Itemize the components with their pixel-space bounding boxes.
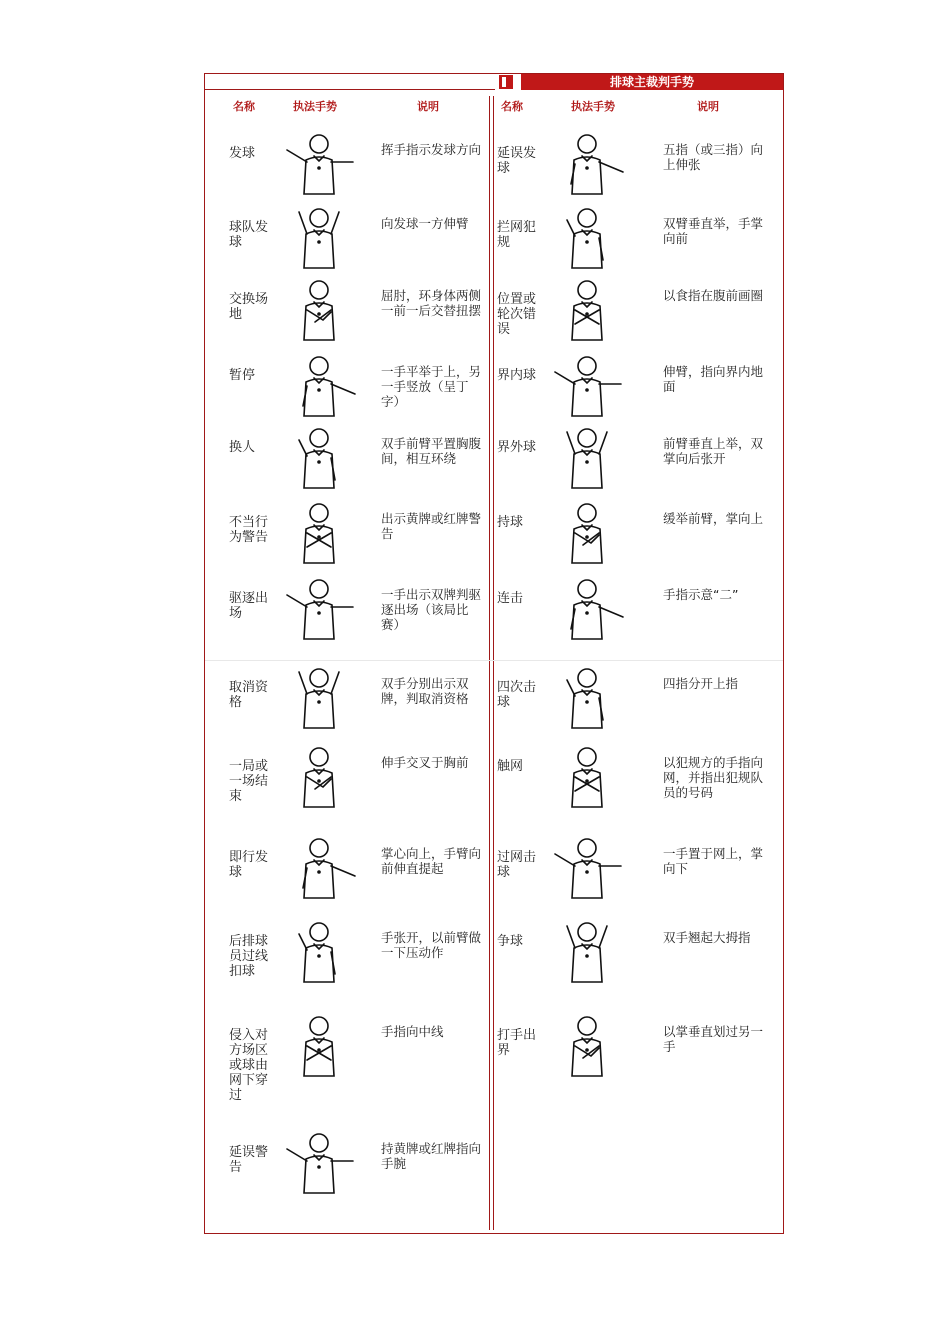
left-signal-name: 发球: [229, 146, 256, 161]
left-signal-name: 延误警告: [229, 1145, 269, 1175]
right-signal-description: 五指（或三指）向上伸张: [663, 142, 764, 172]
delay-serve-figure-icon: [547, 128, 627, 198]
page-title: 排球主裁判手势: [521, 74, 783, 90]
title-bar: [205, 74, 783, 90]
left-signal-name: 取消资格: [229, 680, 269, 710]
left-signal-name: 换人: [229, 440, 256, 455]
header-gesture-right: 执法手势: [571, 100, 615, 113]
expulsion-figure-icon: [279, 573, 359, 643]
left-signal-name: 不当行为警告: [229, 515, 269, 545]
serve-direction-figure-icon: [279, 128, 359, 198]
right-signal-name: 界内球: [497, 368, 537, 383]
substitution-figure-icon: [279, 422, 359, 492]
right-signal-name: 连击: [497, 591, 524, 606]
left-signal-name: 后排球员过线扣球: [229, 934, 269, 979]
header-name-left: 名称: [233, 100, 255, 113]
authorize-serve-figure-icon: [279, 832, 359, 902]
right-signal-name: 过网击球: [497, 850, 537, 880]
section-separator: [205, 660, 783, 661]
end-of-set-figure-icon: [279, 741, 359, 811]
left-signal-description: 出示黄牌或红牌警告: [381, 511, 482, 541]
column-divider: [493, 96, 494, 1230]
left-signal-name: 驱逐出场: [229, 591, 269, 621]
bookmark-icon: [499, 75, 513, 89]
column-divider: [489, 96, 490, 1230]
header-name-right: 名称: [501, 100, 523, 113]
left-signal-description: 双手分别出示双牌，判取消资格: [381, 676, 469, 706]
header-gesture-left: 执法手势: [293, 100, 337, 113]
header-desc-left: 说明: [417, 100, 439, 113]
right-signal-description: 以掌垂直划过另一手: [663, 1024, 764, 1054]
right-signal-name: 位置或轮次错误: [497, 292, 537, 337]
right-signal-description: 四指分开上指: [663, 676, 739, 691]
right-signal-name: 争球: [497, 934, 524, 949]
right-signal-name: 拦网犯规: [497, 220, 537, 250]
reaching-beyond-net-figure-icon: [547, 832, 627, 902]
catch-ball-figure-icon: [547, 497, 627, 567]
left-signal-description: 一手平举于上，另一手竖放（呈丁字）: [381, 364, 482, 409]
team-serve-figure-icon: [279, 202, 359, 272]
court-change-figure-icon: [279, 274, 359, 344]
left-signal-description: 持黄牌或红牌指向手腕: [381, 1141, 482, 1171]
right-signal-name: 触网: [497, 759, 524, 774]
double-fault-figure-icon: [547, 916, 627, 986]
right-signal-description: 以犯规方的手指向网，并指出犯规队员的号码: [663, 755, 764, 800]
left-signal-description: 挥手指示发球方向: [381, 142, 482, 157]
left-signal-name: 球队发球: [229, 220, 269, 250]
penetration-figure-icon: [279, 1010, 359, 1080]
double-contact-figure-icon: [547, 573, 627, 643]
position-fault-figure-icon: [547, 274, 627, 344]
left-signal-description: 向发球一方伸臂: [381, 216, 469, 231]
left-signal-description: 手张开，以前臂做一下压动作: [381, 930, 482, 960]
block-fault-figure-icon: [547, 202, 627, 272]
net-touch-figure-icon: [547, 741, 627, 811]
left-signal-description: 双手前臂平置胸腹间，相互环绕: [381, 436, 482, 466]
left-signal-name: 即行发球: [229, 850, 269, 880]
timeout-figure-icon: [279, 350, 359, 420]
title-bar-line: [205, 74, 495, 90]
left-signal-description: 伸手交叉于胸前: [381, 755, 469, 770]
header-desc-right: 说明: [697, 100, 719, 113]
right-signal-description: 一手置于网上，掌向下: [663, 846, 764, 876]
misconduct-warning-figure-icon: [279, 497, 359, 567]
left-signal-name: 交换场地: [229, 292, 269, 322]
left-signal-name: 一局或一场结束: [229, 759, 269, 804]
right-signal-description: 双手翘起大拇指: [663, 930, 751, 945]
left-signal-name: 暂停: [229, 368, 256, 383]
right-signal-name: 界外球: [497, 440, 537, 455]
right-signal-name: 持球: [497, 515, 524, 530]
back-row-attack-figure-icon: [279, 916, 359, 986]
right-signal-description: 手指示意“二”: [663, 587, 739, 602]
ball-out-figure-icon: [547, 422, 627, 492]
ball-in-figure-icon: [547, 350, 627, 420]
four-hits-figure-icon: [547, 662, 627, 732]
right-signal-description: 缓举前臂，掌向上: [663, 511, 764, 526]
referee-signals-sheet: [204, 73, 784, 1234]
delay-warning-figure-icon: [279, 1127, 359, 1197]
left-signal-description: 屈肘，环身体两侧一前一后交替扭摆: [381, 288, 482, 318]
right-signal-name: 四次击球: [497, 680, 537, 710]
right-signal-name: 延误发球: [497, 146, 537, 176]
left-signal-description: 一手出示双牌判驱逐出场（该局比赛）: [381, 587, 482, 632]
right-signal-description: 双臂垂直举，手掌向前: [663, 216, 764, 246]
left-signal-description: 手指向中线: [381, 1024, 444, 1039]
ball-touched-figure-icon: [547, 1010, 627, 1080]
disqualification-figure-icon: [279, 662, 359, 732]
left-signal-description: 掌心向上，手臂向前伸直提起: [381, 846, 482, 876]
right-signal-description: 伸臂，指向界内地面: [663, 364, 764, 394]
left-signal-name: 侵入对方场区或球由网下穿过: [229, 1028, 269, 1103]
right-signal-description: 以食指在腹前画圈: [663, 288, 764, 303]
right-signal-name: 打手出界: [497, 1028, 537, 1058]
right-signal-description: 前臂垂直上举，双掌向后张开: [663, 436, 764, 466]
